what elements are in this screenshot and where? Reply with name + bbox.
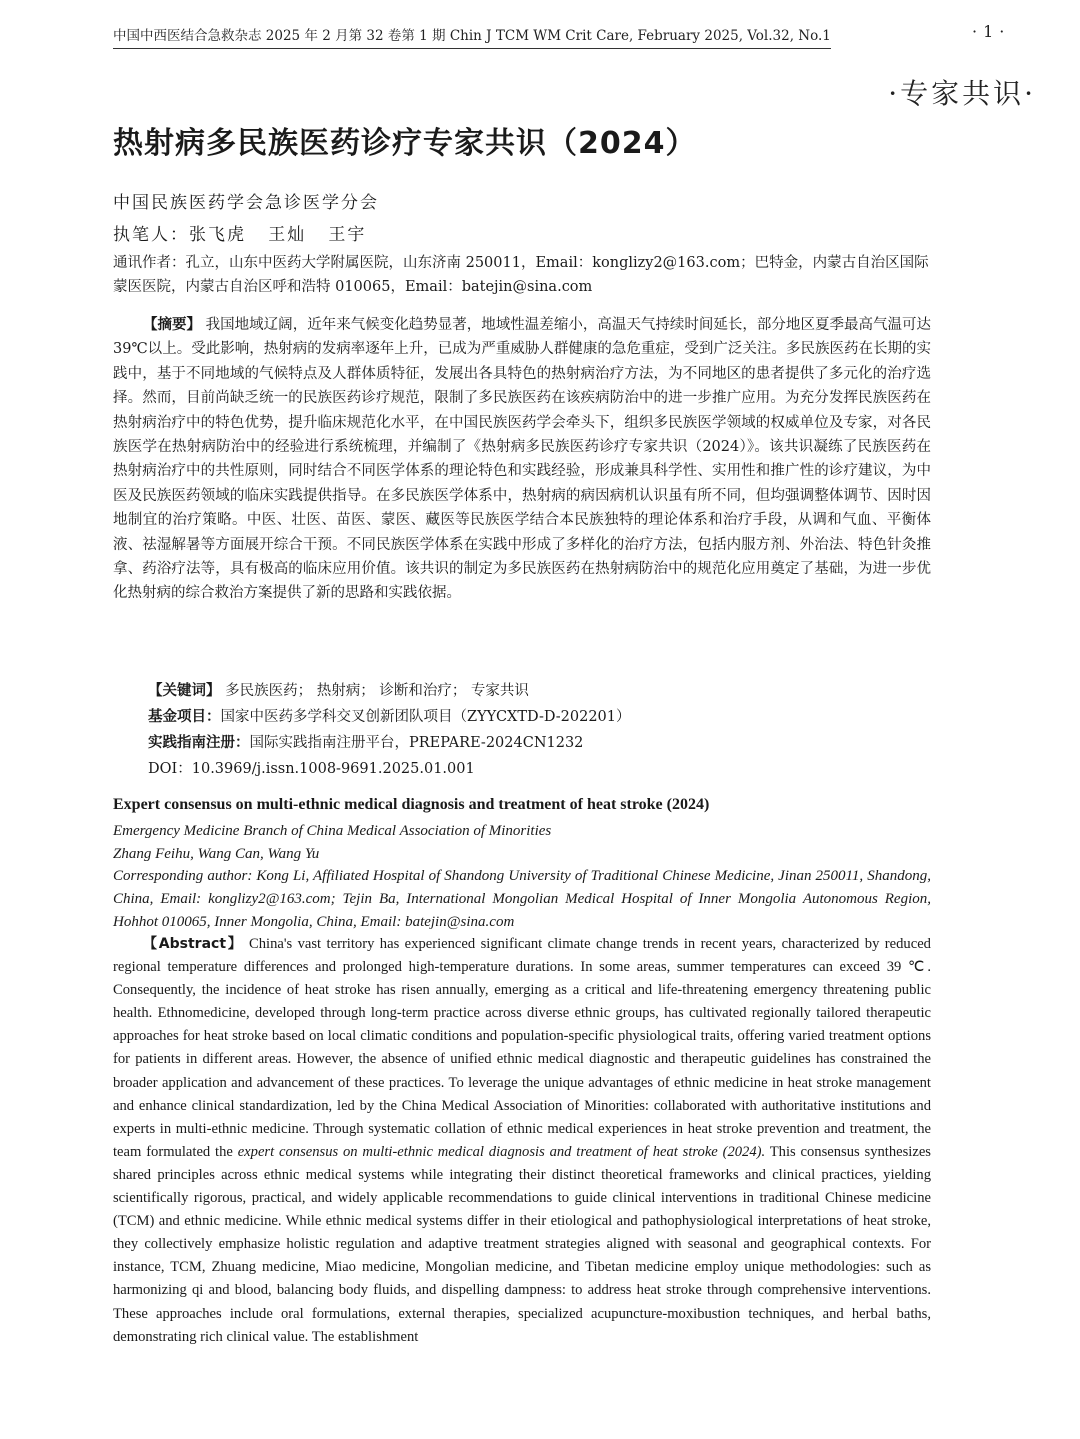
registration-label: 实践指南注册： <box>148 735 250 751</box>
page-number: ·1· <box>972 22 1011 41</box>
column-label: ·专家共识· <box>888 77 1036 110</box>
article-title: 热射病多民族医药诊疗专家共识（2024） <box>113 126 697 161</box>
abstract-en-label: 【Abstract】 <box>143 936 244 952</box>
keywords <box>148 679 928 703</box>
funding-text: 国家中医药多学科交叉创新团队项目（ZYYCXTD-D-202201） <box>220 709 631 725</box>
organization: 中国民族医药学会急诊医学分会 <box>113 193 379 213</box>
registration-text: 国际实践指南注册平台，PREPARE-2024CN1232 <box>249 735 584 751</box>
corresponding-author: 通讯作者：孔立，山东中医药大学附属医院，山东济南 250011，Email：konglizy2@163.com；巴特金，内蒙古自治区国际蒙医医院，内蒙古自治区呼和浩特 010065，Email：batejin@sina.com <box>113 255 929 295</box>
keywords-label: 【关键词】 <box>148 683 221 699</box>
english-organization: Emergency Medicine Branch of China Medical Association of Minorities <box>113 823 552 839</box>
authors: 执笔人：张飞虎 王灿 王宇 <box>113 225 367 245</box>
abstract-cn <box>113 313 931 606</box>
keywords-text: 多民族医药； 热射病； 诊断和治疗； 专家共识 <box>220 683 529 699</box>
abstract-en-text-1: China's vast territory has experienced significant climate change trends in recent years, characterized by reduced regional temperature differences and prolonged high-temperature durations. In some areas, summer temperatures can exceed 39 ℃. Consequently, the incidence of heat stroke has risen annually, emerging as a critical and life-threatening emergency threatening public health. Ethnomedicine, developed through long-term practice across diverse ethnic groups, has cultivated regionally tailored therapeutic approaches for heat stroke based on local climatic conditions and population-specific physiological traits, offering varied treatment options for patients in different areas. However, the absence of unified ethnic medical diagnostic and therapeutic guidelines has constrained the broader application and advancement of these practices. To leverage the unique advantages of ethnic medicine in heat stroke management and enhance clinical standardization, led by the China Medical Association of Minorities: collaborated with authoritative institutions and experts in multi-ethnic medicine. Through systematic collation of ethnic medical experiences in heat stroke prevention and treatment, the team formulated the <box>113 936 931 1160</box>
english-corresponding: Corresponding author: Kong Li, Affiliated Hospital of Shandong University of Traditional Chinese Medicine, Jinan 250011, Shandong, China, Email: konglizy2@163.com; Tejin Ba, International Mongolian Medical Hospital of Inner Mongolia Autonomous Region, Hohhot 010065, Inner Mongolia, China, Email: batejin@sina.com <box>113 868 931 930</box>
english-title: Expert consensus on multi-ethnic medical diagnosis and treatment of heat stroke (2024) <box>113 796 710 813</box>
doi: DOI：10.3969/j.issn.1008-9691.2025.01.001 <box>148 761 475 777</box>
running-header: 中国中西医结合急救杂志 2025 年 2 月第 32 卷第 1 期 Chin J TCM WM Crit Care, February 2025, Vol.32, No.1 <box>113 24 831 49</box>
abstract-en-text-2: This consensus synthesizes shared principles across ethnic medical systems while integrating their distinct theoretical frameworks and clinical practices, yielding scientifically rigorous, practical, and widely applicable recommendations to guide clinical interventions in traditional Chinese medicine (TCM) and ethnic medicine. While ethnic medical systems differ in their etiological and pathophysiological interpretations of heat stroke, they collectively emphasize holistic regulation and adaptive treatment strategies aligned with seasonal and geographical contexts. For instance, TCM, Zhuang medicine, Miao medicine, Mongolian medicine, and Tibetan medicine employ unique methodologies: such as harmonizing qi and blood, balancing body fluids, and dispelling dampness: to address heat stroke through comprehensive interventions. These approaches include oral formulations, external therapies, specialized acupuncture-moxibustion techniques, and herbal baths, demonstrating rich clinical value. The establishment <box>113 1143 931 1345</box>
abstract-cn-text: 我国地域辽阔，近年来气候变化趋势显著，地域性温差缩小，高温天气持续时间延长，部分地区夏季最高气温可达 39℃以上。受此影响，热射病的发病率逐年上升，已成为严重威胁人群健康的急危重症，受到广泛关注。多民族医药在长期的实践中，基于不同地域的气候特点及人群体质特征，发展出各具特色的热射病治疗方法，为不同地区的患者提供了多元化的治疗选择。然而，目前尚缺乏统一的民族医药诊疗规范，限制了多民族医药在该疾病防治中的进一步推广应用。为充分发挥民族医药在热射病治疗中的特色优势，提升临床规范化水平，在中国民族医药学会牵头下，组织多民族医学领域的权威单位及专家，对各民族医学在热射病防治中的经验进行系统梳理，并编制了《热射病多民族医药诊疗专家共识（2024）》。该共识凝练了民族医药在热射病治疗中的共性原则，同时结合不同医学体系的理论特色和实践经验，形成兼具科学性、实用性和推广性的诊疗建议，为中医及民族医药领域的临床实践提供指导。在多民族医学体系中，热射病的病因病机认识虽有所不同，但均强调整体调节、因时因地制宜的治疗策略。中医、壮医、苗医、蒙医、藏医等民族医学结合本民族独特的理论体系和治疗手段，从调和气血、平衡体液、祛湿解暑等方面展开综合干预。不同民族医学体系在实践中形成了多样化的治疗方法，包括内服方剂、外治法、特色针灸推拿、药浴疗法等，具有极高的临床应用价值。该共识的制定为多民族医药在热射病防治中的规范化应用奠定了基础，为进一步优化热射病的综合救治方案提供了新的思路和实践依据。 <box>113 317 931 602</box>
abstract-en-italic: expert consensus on multi-ethnic medical diagnosis and treatment of heat stroke (2024). <box>237 1143 766 1160</box>
english-authors: Zhang Feihu, Wang Can, Wang Yu <box>113 846 320 862</box>
abstract-en <box>113 933 931 1349</box>
funding <box>148 705 928 729</box>
abstract-cn-label: 【摘要】 <box>143 317 202 333</box>
registration <box>148 731 928 755</box>
funding-label: 基金项目： <box>148 709 221 725</box>
